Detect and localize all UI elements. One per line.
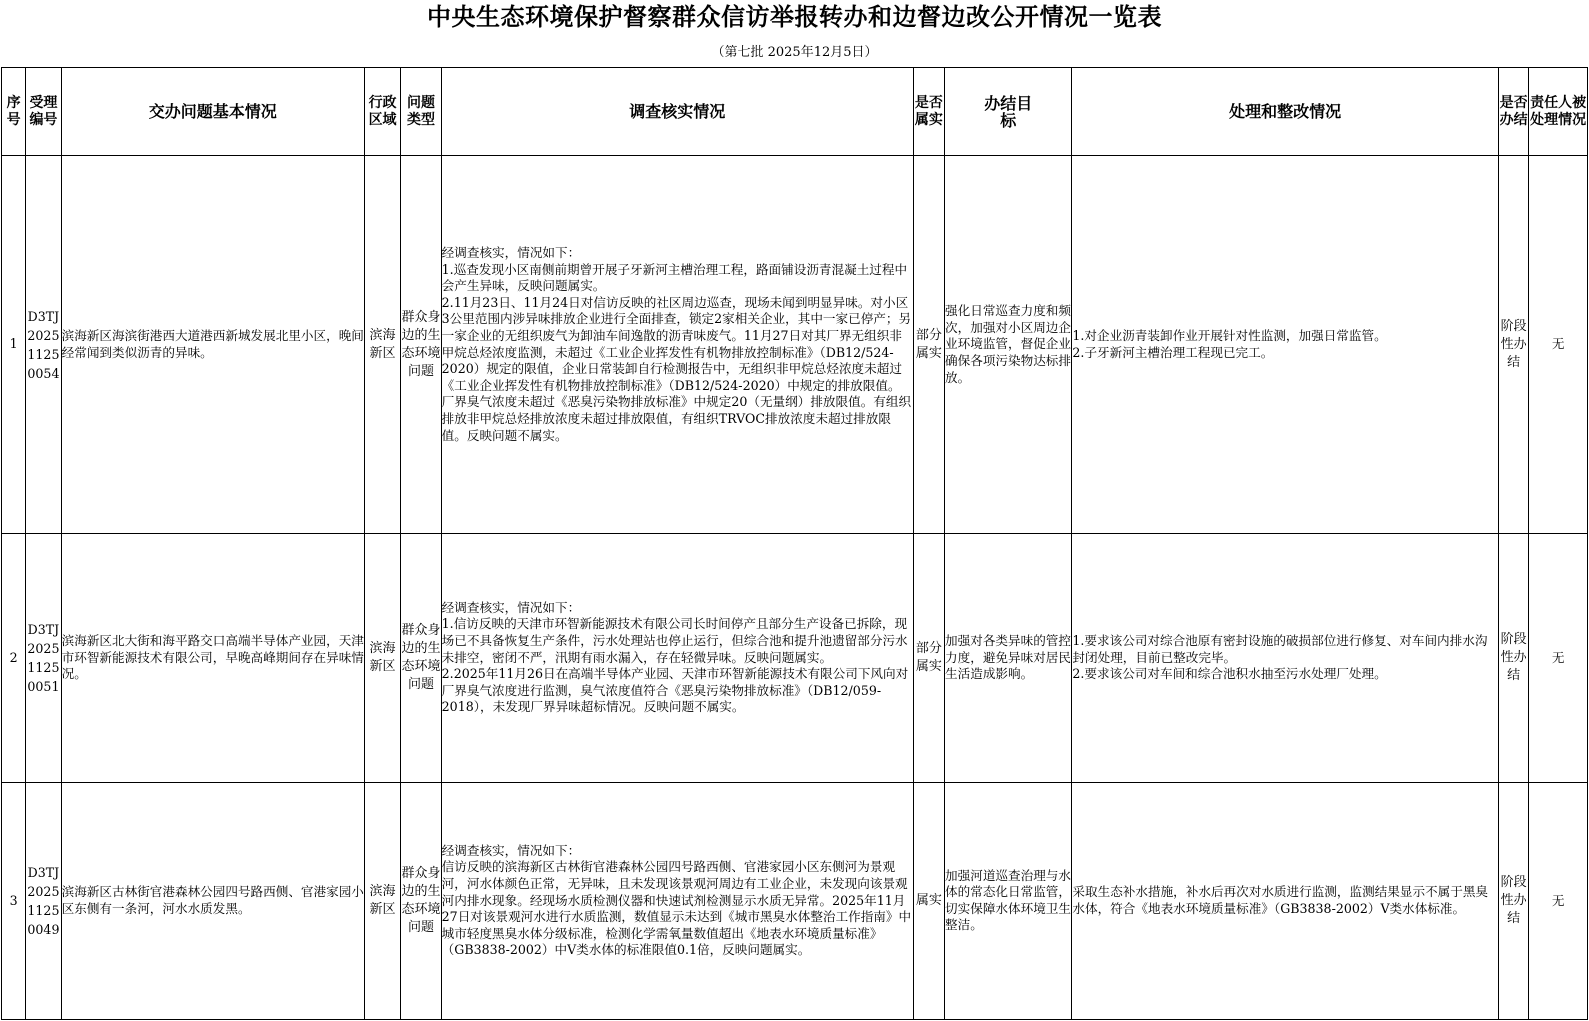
header-region: 行政区域 — [364, 68, 400, 156]
table-row — [2, 156, 1588, 534]
cell-accountability: 无 — [1529, 782, 1588, 1019]
cell-accountability: 无 — [1529, 534, 1588, 782]
cell-seq: 1 — [2, 156, 26, 534]
cell-code: D3TJ202511250049 — [26, 782, 61, 1019]
cell-closed: 阶段性办结 — [1498, 782, 1528, 1019]
cell-code: D3TJ202511250051 — [26, 534, 61, 782]
table-row — [2, 534, 1588, 782]
cell-region: 滨海新区 — [364, 782, 400, 1019]
header-goal: 办结目标 — [945, 68, 1072, 156]
header-seq: 序号 — [2, 68, 26, 156]
cell-goal: 强化日常巡查力度和频次，加强对小区周边企业环境监管，督促企业确保各项污染物达标排放。 — [945, 156, 1072, 534]
cell-closed: 阶段性办结 — [1498, 534, 1528, 782]
cell-investigation: 经调查核实，情况如下： 信访反映的滨海新区古林街官港森林公园四号路西侧、官港家园小区东侧河为景观河，河水体颜色正常，无异味，且未发现该景观河周边有工业企业，未发现向该景观河内排水现象。经现场水质检测仪器和快速试剂检测显示水质无异常。2025年11月27日对该景观河水进行水质监测，数值显示未达到《城市黑臭水体整治工作指南》中城市轻度黑臭水体分级标准，检测化学需氧量数值超出《地表水环境质量标准》（GB3838-2002）中V类水体的标准限值0.1倍，反映问题属实。 — [441, 782, 913, 1019]
cell-goal: 加强对各类异味的管控力度，避免异味对居民生活造成影响。 — [945, 534, 1072, 782]
document-title: 中央生态环境保护督察群众信访举报转办和边督边改公开情况一览表 — [427, 2, 1162, 31]
cell-handling: 1.对企业沥青装卸作业开展针对性监测，加强日常监管。 2.子牙新河主槽治理工程现已完工。 — [1072, 156, 1499, 534]
cell-type: 群众身边的生态环境问题 — [401, 534, 441, 782]
header-code: 受理编号 — [26, 68, 61, 156]
cell-accountability: 无 — [1529, 156, 1588, 534]
cell-verified: 部分属实 — [913, 534, 944, 782]
cell-closed: 阶段性办结 — [1498, 156, 1528, 534]
cell-handling: 采取生态补水措施，补水后再次对水质进行监测，监测结果显示不属于黑臭水体，符合《地表水环境质量标准》（GB3838-2002）V类水体标准。 — [1072, 782, 1499, 1019]
header-row — [2, 68, 1588, 156]
cell-problem: 滨海新区北大街和海平路交口高端半导体产业园，天津市环智新能源技术有限公司，早晚高峰期间存在异味情况。 — [61, 534, 364, 782]
document-subtitle: （第七批 2025年12月5日） — [711, 45, 878, 60]
header-investigation: 调查核实情况 — [441, 68, 913, 156]
header-type: 问题类型 — [401, 68, 441, 156]
cell-seq: 3 — [2, 782, 26, 1019]
cell-type: 群众身边的生态环境问题 — [401, 156, 441, 534]
header-accountability: 责任人被处理情况 — [1529, 68, 1588, 156]
cell-investigation: 经调查核实，情况如下： 1.信访反映的天津市环智新能源技术有限公司长时间停产且部分生产设备已拆除，现场已不具备恢复生产条件，污水处理站也停止运行，但综合池和提升池遗留部分污水未排空，密闭不严，汛期有雨水漏入，存在轻微异味。反映问题属实。 2.2025年11月26日在高端半导体产业园、天津市环智新能源技术有限公司下风向对厂界臭气浓度进行监测，臭气浓度值符合《恶臭污染物排放标准》（DB12/059-2018），未发现厂界异味超标情况。反映问题不属实。 — [441, 534, 913, 782]
cell-verified: 属实 — [913, 782, 944, 1019]
cell-region: 滨海新区 — [364, 534, 400, 782]
cell-type: 群众身边的生态环境问题 — [401, 782, 441, 1019]
header-verified: 是否属实 — [913, 68, 944, 156]
table-row — [2, 782, 1588, 1019]
cell-region: 滨海新区 — [364, 156, 400, 534]
cell-code: D3TJ202511250054 — [26, 156, 61, 534]
cell-problem: 滨海新区古林街官港森林公园四号路西侧、官港家园小区东侧有一条河，河水水质发黑。 — [61, 782, 364, 1019]
header-problem: 交办问题基本情况 — [61, 68, 364, 156]
cell-investigation: 经调查核实，情况如下： 1.巡查发现小区南侧前期曾开展子牙新河主槽治理工程，路面铺设沥青混凝土过程中会产生异味，反映问题属实。 2.11月23日、11月24日对信访反映的社区周边巡查，现场未闻到明显异味。对小区3公里范围内涉异味排放企业进行全面排查，锁定2家相关企业，其中一家已停产；另一家企业的无组织废气为卸油车间逸散的沥青味废气。11月27日对其厂界无组织非甲烷总烃浓度监测，未超过《工业企业挥发性有机物排放控制标准》（DB12/524-2020）规定的限值，企业日常装卸自行检测报告中，无组织非甲烷总烃浓度未超过《工业企业挥发性有机物排放控制标准》（DB12/524-2020）中规定的排放限值。厂界臭气浓度未超过《恶臭污染物排放标准》中规定20（无量纲）排放限值。有组织排放非甲烷总烃排放浓度未超过排放限值，有组织TRVOC排放浓度未超过排放限值。反映问题不属实。 — [441, 156, 913, 534]
report-table — [1, 67, 1588, 1020]
header-closed: 是否办结 — [1498, 68, 1528, 156]
cell-seq: 2 — [2, 534, 26, 782]
cell-goal: 加强河道巡查治理与水体的常态化日常监管，切实保障水体环境卫生整洁。 — [945, 782, 1072, 1019]
cell-verified: 部分属实 — [913, 156, 944, 534]
cell-handling: 1.要求该公司对综合池原有密封设施的破损部位进行修复、对车间内排水沟封闭处理，目前已整改完毕。 2.要求该公司对车间和综合池积水抽至污水处理厂处理。 — [1072, 534, 1499, 782]
cell-problem: 滨海新区海滨街港西大道港西新城发展北里小区，晚间经常闻到类似沥青的异味。 — [61, 156, 364, 534]
header-handling: 处理和整改情况 — [1072, 68, 1499, 156]
